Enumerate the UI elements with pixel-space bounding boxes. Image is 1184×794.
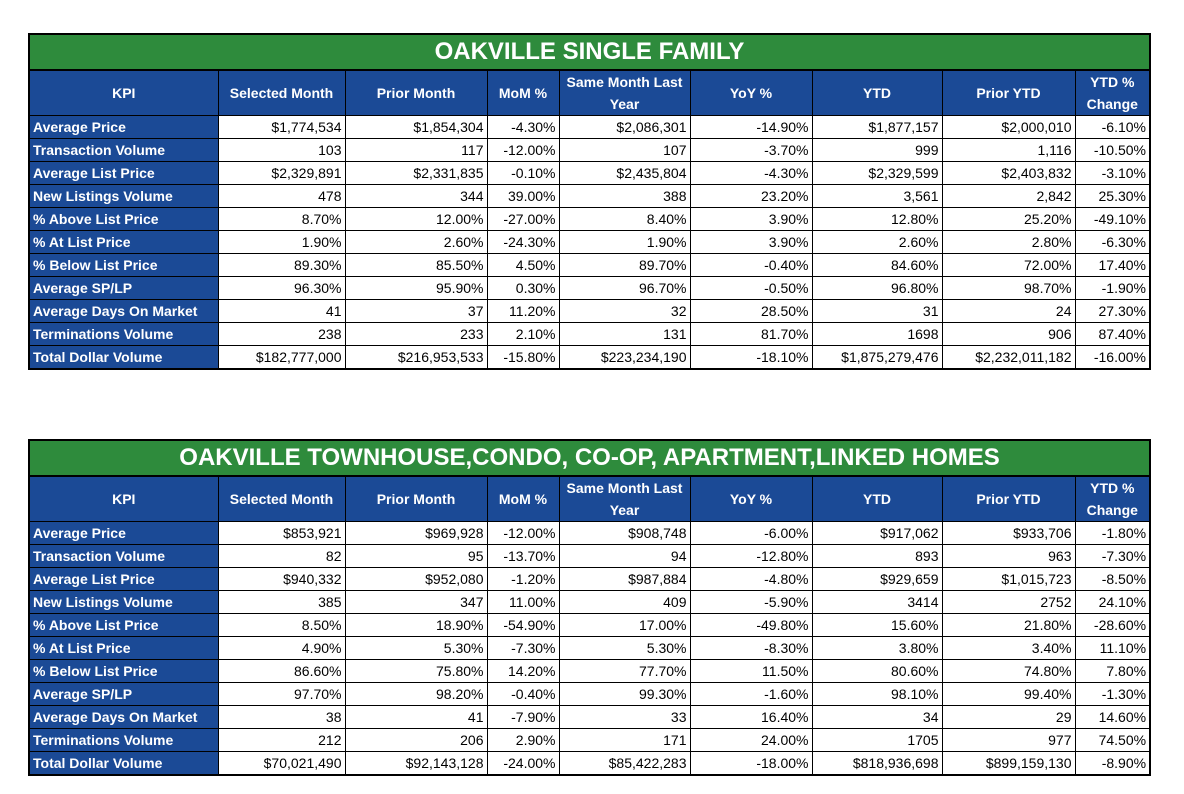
table-row: [29, 277, 1150, 300]
kpi-label: Average Price: [29, 116, 218, 139]
table-cell: 11.20%: [487, 300, 559, 323]
table-row: [29, 346, 1150, 370]
table-cell: 8.40%: [559, 208, 690, 231]
table-cell: 3,561: [812, 185, 942, 208]
table-cell: $899,159,130: [942, 752, 1075, 776]
table-cell: -0.40%: [487, 683, 559, 706]
table-row: [29, 591, 1150, 614]
column-header: MoM %: [487, 70, 559, 116]
table-cell: $917,062: [812, 522, 942, 545]
table-cell: 99.30%: [559, 683, 690, 706]
table-cell: 18.90%: [345, 614, 487, 637]
column-header: YoY %: [690, 70, 812, 116]
table-cell: -14.90%: [690, 116, 812, 139]
table-row: [29, 254, 1150, 277]
kpi-label: Average Days On Market: [29, 706, 218, 729]
table-cell: 1698: [812, 323, 942, 346]
table-cell: $1,854,304: [345, 116, 487, 139]
table-cell: 0.30%: [487, 277, 559, 300]
table-cell: -6.30%: [1075, 231, 1150, 254]
table-cell: 95.90%: [345, 277, 487, 300]
table-cell: 2752: [942, 591, 1075, 614]
table-cell: -0.10%: [487, 162, 559, 185]
table-cell: 23.20%: [690, 185, 812, 208]
table-cell: 233: [345, 323, 487, 346]
table-cell: 74.50%: [1075, 729, 1150, 752]
table-cell: 206: [345, 729, 487, 752]
table-cell: $2,403,832: [942, 162, 1075, 185]
table-cell: 89.30%: [218, 254, 345, 277]
table-cell: -4.30%: [487, 116, 559, 139]
table-cell: -7.30%: [1075, 545, 1150, 568]
table-cell: -6.10%: [1075, 116, 1150, 139]
table-cell: $1,877,157: [812, 116, 942, 139]
kpi-label: % Below List Price: [29, 660, 218, 683]
column-header: YTD: [812, 476, 942, 522]
table-cell: 893: [812, 545, 942, 568]
table-cell: 963: [942, 545, 1075, 568]
table-cell: -24.00%: [487, 752, 559, 776]
table-cell: $1,774,534: [218, 116, 345, 139]
table-cell: 98.20%: [345, 683, 487, 706]
table-cell: $2,000,010: [942, 116, 1075, 139]
table-cell: 85.50%: [345, 254, 487, 277]
column-header: YTD % Change: [1075, 70, 1150, 116]
table-row: [29, 208, 1150, 231]
table-cell: -7.90%: [487, 706, 559, 729]
table-cell: $92,143,128: [345, 752, 487, 776]
table-cell: -1.60%: [690, 683, 812, 706]
townhouse-condo-table: [28, 439, 1151, 776]
table-cell: 2.60%: [812, 231, 942, 254]
table-cell: -15.80%: [487, 346, 559, 370]
table-row: [29, 116, 1150, 139]
table-cell: -49.80%: [690, 614, 812, 637]
column-header: Prior Month: [345, 70, 487, 116]
table-cell: 97.70%: [218, 683, 345, 706]
table-cell: $818,936,698: [812, 752, 942, 776]
table-cell: -8.30%: [690, 637, 812, 660]
table-row: [29, 614, 1150, 637]
kpi-label: Terminations Volume: [29, 323, 218, 346]
table-cell: 96.80%: [812, 277, 942, 300]
table-cell: 21.80%: [942, 614, 1075, 637]
table-cell: 84.60%: [812, 254, 942, 277]
table-cell: 1.90%: [559, 231, 690, 254]
kpi-label: Average List Price: [29, 162, 218, 185]
table-cell: $2,086,301: [559, 116, 690, 139]
table-cell: 5.30%: [345, 637, 487, 660]
table-cell: 94: [559, 545, 690, 568]
table-cell: -18.10%: [690, 346, 812, 370]
table-cell: -1.20%: [487, 568, 559, 591]
table-cell: $940,332: [218, 568, 345, 591]
table-row: [29, 323, 1150, 346]
kpi-label: Average SP/LP: [29, 277, 218, 300]
table-cell: 89.70%: [559, 254, 690, 277]
table-cell: $1,875,279,476: [812, 346, 942, 370]
table-cell: $853,921: [218, 522, 345, 545]
table-cell: 27.30%: [1075, 300, 1150, 323]
table-cell: -12.00%: [487, 522, 559, 545]
table-cell: $2,329,599: [812, 162, 942, 185]
table-cell: 29: [942, 706, 1075, 729]
table-cell: 25.20%: [942, 208, 1075, 231]
table-cell: 24.10%: [1075, 591, 1150, 614]
table-cell: 75.80%: [345, 660, 487, 683]
table-cell: 1,116: [942, 139, 1075, 162]
column-header: Selected Month: [218, 70, 345, 116]
kpi-label: % At List Price: [29, 231, 218, 254]
table-row: [29, 706, 1150, 729]
kpi-label: Average Days On Market: [29, 300, 218, 323]
kpi-label: New Listings Volume: [29, 185, 218, 208]
table-cell: 2.10%: [487, 323, 559, 346]
table-cell: 3.80%: [812, 637, 942, 660]
table-cell: 11.50%: [690, 660, 812, 683]
table-cell: 16.40%: [690, 706, 812, 729]
table-cell: $216,953,533: [345, 346, 487, 370]
table-cell: $1,015,723: [942, 568, 1075, 591]
table-cell: 34: [812, 706, 942, 729]
table-cell: $987,884: [559, 568, 690, 591]
column-header: KPI: [29, 70, 218, 116]
table-cell: 3414: [812, 591, 942, 614]
kpi-label: Transaction Volume: [29, 139, 218, 162]
table-cell: 86.60%: [218, 660, 345, 683]
table-cell: $223,234,190: [559, 346, 690, 370]
table-row: [29, 660, 1150, 683]
table-cell: 3.40%: [942, 637, 1075, 660]
table-cell: 388: [559, 185, 690, 208]
table-cell: 31: [812, 300, 942, 323]
kpi-label: Total Dollar Volume: [29, 346, 218, 370]
table-cell: -12.00%: [487, 139, 559, 162]
table-cell: 4.90%: [218, 637, 345, 660]
table-cell: -54.90%: [487, 614, 559, 637]
table-cell: 99.40%: [942, 683, 1075, 706]
table-row: [29, 752, 1150, 776]
table-cell: -1.30%: [1075, 683, 1150, 706]
table-row: [29, 545, 1150, 568]
table-cell: 87.40%: [1075, 323, 1150, 346]
table-cell: 14.60%: [1075, 706, 1150, 729]
table-cell: 77.70%: [559, 660, 690, 683]
table-cell: 1705: [812, 729, 942, 752]
table-cell: 2.60%: [345, 231, 487, 254]
column-header: YoY %: [690, 476, 812, 522]
column-header: Prior Month: [345, 476, 487, 522]
table-cell: 37: [345, 300, 487, 323]
table-cell: 98.10%: [812, 683, 942, 706]
table-cell: 95: [345, 545, 487, 568]
table-cell: 1.90%: [218, 231, 345, 254]
table-cell: 38: [218, 706, 345, 729]
kpi-label: % Below List Price: [29, 254, 218, 277]
table-cell: 2,842: [942, 185, 1075, 208]
table-cell: -49.10%: [1075, 208, 1150, 231]
table-cell: 41: [218, 300, 345, 323]
table-cell: -10.50%: [1075, 139, 1150, 162]
table-cell: $85,422,283: [559, 752, 690, 776]
table-cell: 8.70%: [218, 208, 345, 231]
table-cell: $2,331,835: [345, 162, 487, 185]
table-cell: -13.70%: [487, 545, 559, 568]
table-cell: -7.30%: [487, 637, 559, 660]
table-cell: 96.30%: [218, 277, 345, 300]
table-cell: 977: [942, 729, 1075, 752]
table-cell: 41: [345, 706, 487, 729]
table-cell: 12.80%: [812, 208, 942, 231]
table-cell: 98.70%: [942, 277, 1075, 300]
table-cell: -0.40%: [690, 254, 812, 277]
table-cell: $2,435,804: [559, 162, 690, 185]
kpi-label: Transaction Volume: [29, 545, 218, 568]
table-cell: 999: [812, 139, 942, 162]
kpi-label: Terminations Volume: [29, 729, 218, 752]
table-cell: -12.80%: [690, 545, 812, 568]
table-cell: 171: [559, 729, 690, 752]
table-title: OAKVILLE TOWNHOUSE,CONDO, CO-OP, APARTMENT,LINKED HOMES: [29, 440, 1150, 476]
kpi-label: % Above List Price: [29, 614, 218, 637]
column-header: Prior YTD: [942, 70, 1075, 116]
table-cell: 117: [345, 139, 487, 162]
table-cell: 3.90%: [690, 208, 812, 231]
table-cell: -3.10%: [1075, 162, 1150, 185]
column-header: YTD % Change: [1075, 476, 1150, 522]
table-cell: 11.00%: [487, 591, 559, 614]
table-cell: $70,021,490: [218, 752, 345, 776]
table-cell: -24.30%: [487, 231, 559, 254]
table-cell: 2.90%: [487, 729, 559, 752]
table-row: [29, 185, 1150, 208]
table-cell: 25.30%: [1075, 185, 1150, 208]
table-cell: 72.00%: [942, 254, 1075, 277]
table-cell: 80.60%: [812, 660, 942, 683]
table-cell: 7.80%: [1075, 660, 1150, 683]
table-cell: -8.50%: [1075, 568, 1150, 591]
table-row: [29, 683, 1150, 706]
table-cell: 347: [345, 591, 487, 614]
table-cell: 11.10%: [1075, 637, 1150, 660]
table-cell: $182,777,000: [218, 346, 345, 370]
single-family-table: [28, 33, 1151, 370]
table-cell: -1.80%: [1075, 522, 1150, 545]
column-header: MoM %: [487, 476, 559, 522]
table-cell: -5.90%: [690, 591, 812, 614]
table-row: [29, 139, 1150, 162]
table-cell: 24: [942, 300, 1075, 323]
column-header: YTD: [812, 70, 942, 116]
table-cell: $2,329,891: [218, 162, 345, 185]
table-cell: -16.00%: [1075, 346, 1150, 370]
table-cell: -1.90%: [1075, 277, 1150, 300]
table-cell: -4.80%: [690, 568, 812, 591]
kpi-label: Total Dollar Volume: [29, 752, 218, 776]
table-cell: $908,748: [559, 522, 690, 545]
table-cell: -28.60%: [1075, 614, 1150, 637]
table-row: [29, 637, 1150, 660]
column-header: Same Month Last Year: [559, 70, 690, 116]
table-cell: -18.00%: [690, 752, 812, 776]
table-cell: 81.70%: [690, 323, 812, 346]
kpi-label: Average SP/LP: [29, 683, 218, 706]
column-header: Selected Month: [218, 476, 345, 522]
table-cell: 32: [559, 300, 690, 323]
table-cell: 12.00%: [345, 208, 487, 231]
table-cell: -0.50%: [690, 277, 812, 300]
table-cell: 96.70%: [559, 277, 690, 300]
table-cell: 82: [218, 545, 345, 568]
table-cell: -4.30%: [690, 162, 812, 185]
table-cell: 478: [218, 185, 345, 208]
table-cell: 17.40%: [1075, 254, 1150, 277]
table-cell: 8.50%: [218, 614, 345, 637]
table-row: [29, 522, 1150, 545]
column-header: KPI: [29, 476, 218, 522]
table-cell: 15.60%: [812, 614, 942, 637]
table-cell: 17.00%: [559, 614, 690, 637]
table-row: [29, 568, 1150, 591]
table-cell: 39.00%: [487, 185, 559, 208]
table-cell: 103: [218, 139, 345, 162]
table-cell: 74.80%: [942, 660, 1075, 683]
table-cell: 4.50%: [487, 254, 559, 277]
table-cell: 28.50%: [690, 300, 812, 323]
table-row: [29, 231, 1150, 254]
table-row: [29, 729, 1150, 752]
table-row: [29, 162, 1150, 185]
table-cell: -27.00%: [487, 208, 559, 231]
table-cell: $933,706: [942, 522, 1075, 545]
table-row: [29, 300, 1150, 323]
table-cell: 344: [345, 185, 487, 208]
table-cell: 107: [559, 139, 690, 162]
table-cell: 14.20%: [487, 660, 559, 683]
table-cell: 2.80%: [942, 231, 1075, 254]
table-cell: 5.30%: [559, 637, 690, 660]
table-cell: 33: [559, 706, 690, 729]
column-header: Prior YTD: [942, 476, 1075, 522]
table-cell: $952,080: [345, 568, 487, 591]
table-cell: $2,232,011,182: [942, 346, 1075, 370]
table-cell: 3.90%: [690, 231, 812, 254]
table-cell: 131: [559, 323, 690, 346]
table-cell: -6.00%: [690, 522, 812, 545]
kpi-label: % Above List Price: [29, 208, 218, 231]
table-cell: 24.00%: [690, 729, 812, 752]
table-cell: 212: [218, 729, 345, 752]
table-cell: 238: [218, 323, 345, 346]
kpi-label: New Listings Volume: [29, 591, 218, 614]
table-cell: -8.90%: [1075, 752, 1150, 776]
table-cell: -3.70%: [690, 139, 812, 162]
kpi-label: Average Price: [29, 522, 218, 545]
table-title: OAKVILLE SINGLE FAMILY: [29, 34, 1150, 70]
table-cell: 385: [218, 591, 345, 614]
table-cell: 409: [559, 591, 690, 614]
table-cell: $929,659: [812, 568, 942, 591]
table-cell: $969,928: [345, 522, 487, 545]
kpi-label: Average List Price: [29, 568, 218, 591]
table-cell: 906: [942, 323, 1075, 346]
kpi-label: % At List Price: [29, 637, 218, 660]
column-header: Same Month Last Year: [559, 476, 690, 522]
